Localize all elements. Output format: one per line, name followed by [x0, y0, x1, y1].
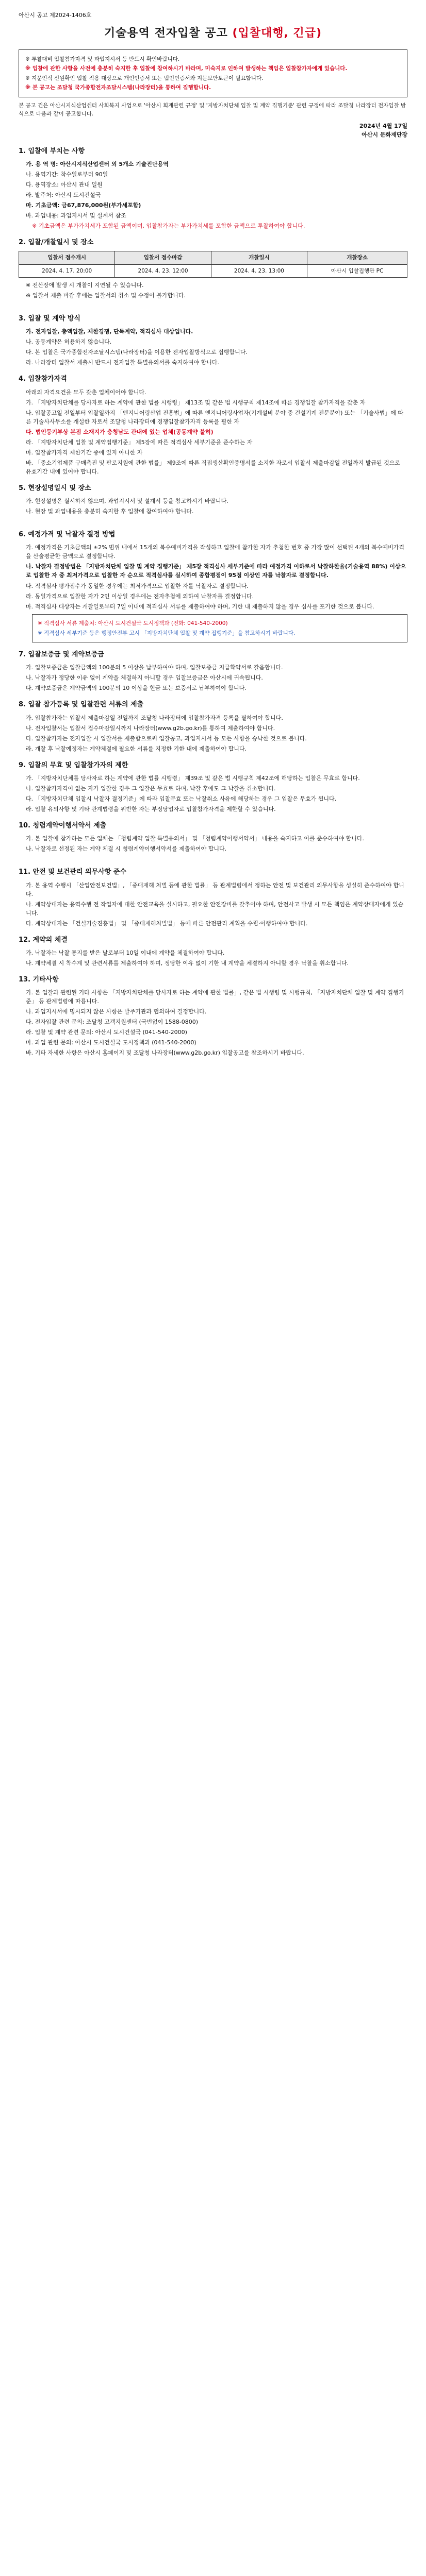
schedule-table: [19, 251, 407, 278]
section-line: 나. 입찰참가자격이 없는 자가 입찰한 경우 그 입찰은 무효로 하며, 낙찰 후에도 그 낙찰을 취소합니다.: [26, 785, 276, 792]
table-header: 입찰서 접수마감: [115, 251, 211, 264]
info-box: [32, 614, 407, 643]
table-header: 개찰일시: [211, 251, 307, 264]
section-heading: 10. 청렴계약이행서약서 제출: [19, 822, 107, 830]
section-line: 다. 본 입찰은 국가종합전자조달시스템(나라장터)을 이용한 전자입찰방식으로 집행합니다.: [26, 349, 248, 356]
section-line: 가. 본 용역 수행시 「산업안전보건법」, 「중대재해 처벌 등에 관한 법률」 등 관계법령에서 정하는 안전 및 보건관리 의무사항을 성실히 준수하여야 합니다.: [26, 882, 404, 897]
notice-line: ※ 지문인식 신원확인 입찰 적용 대상으로 개인인증서 또는 법인인증서와 지문보안토큰이 필요합니다.: [25, 75, 264, 81]
section-line: 라. 나라장터 입찰서 제출시 반드시 전자입찰 특별유의서를 숙지하여야 합니다.: [26, 359, 219, 366]
section-line: 나. 입찰공고일 전일부터 입찰일까지 「엔지니어링산업 진흥법」에 따른 엔지니어링사업자(기계설비 분야 중 건설기계 전문분야) 또는 「기술사법」에 따른 기술사사무소를 개설한 자로서 조달청 나라장터에 경쟁입찰참가자격 등록을 필한 자: [26, 409, 403, 425]
section-line: 가. 낙찰자는 낙찰 통지를 받은 날로부터 10일 이내에 계약을 체결하여야 합니다.: [26, 949, 225, 956]
section-intro: 아래의 자격요건을 모두 갖춘 업체이어야 합니다.: [26, 388, 146, 396]
title-main: 기술용역 전자입찰 공고: [104, 27, 228, 40]
section-line: 라. 「지방자치단체 입찰 및 계약집행기준」 제5장에 따른 적격심사 세부기준을 준수하는 자: [26, 438, 253, 446]
section-line: 다. 계약상대자는 「건설기술진흥법」 및 「중대재해처벌법」 등에 따른 안전관리 계획을 수립·이행하여야 합니다.: [26, 920, 308, 927]
notice-number: 아산시 공고 제2024-1406호: [19, 12, 92, 19]
preamble: 본 공고 건은 아산시지식산업센터 사회복지 사업으로 '아산시 회계관련 규정' 및 '지방자치단체 입찰 및 계약 집행기준' 관련 규정에 따라 조달청 나라장터 전자입찰 방식으로 다음과 같이 공고합니다.: [19, 103, 406, 117]
section-heading: 2. 입찰/개찰일시 및 장소: [19, 239, 94, 247]
section-line: 라. 입찰 유의사항 및 기타 관계법령을 위반한 자는 부정당업자로 입찰참가자격을 제한할 수 있습니다.: [26, 806, 276, 813]
section-note: ※ 입찰서 제출 마감 후에는 입찰서의 취소 및 수정이 불가합니다.: [26, 292, 186, 299]
section-line: 라. 발주처: 아산시 도시건설국: [26, 192, 101, 199]
box-line: ※ 적격심사 서류 제출처: 아산시 도시건설국 도시정책과 (전화: 041-540-2000): [38, 620, 228, 626]
section-line: 가. 본 입찰과 관련된 기타 사항은 「지방자치단체를 당사자로 하는 계약에 관한 법률」, 같은 법 시행령 및 시행규칙, 「지방자치단체 입찰 및 계약 집행기준」 등 관계법령에 따릅니다.: [26, 989, 404, 1005]
section-line: 가. 「지방자치단체를 당사자로 하는 계약에 관한 법률 시행령」 제39조 및 같은 법 시행규칙 제42조에 해당하는 입찰은 무효로 합니다.: [26, 774, 360, 782]
section-line: 다. 「지방자치단체 입찰시 낙찰자 결정기준」에 따라 입찰무효 또는 낙찰취소 사유에 해당하는 경우 그 입찰은 무효가 됩니다.: [26, 795, 337, 803]
section-line: 라. 개찰 후 낙찰예정자는 계약체결에 필요한 서류를 지정한 기한 내에 제출하여야 합니다.: [26, 745, 247, 752]
section-line: 가. 예정가격은 기초금액의 ±2% 범위 내에서 15개의 복수예비가격을 작성하고 입찰에 참가한 자가 추첨한 번호 중 가장 많이 선택된 4개의 복수예비가격을 산술평균한 금액으로 결정합니다.: [26, 544, 404, 560]
section-line: 나. 낙찰자가 정당한 이유 없이 계약을 체결하지 아니할 경우 입찰보증금은 아산시에 귀속됩니다.: [26, 674, 263, 682]
section-heading: 8. 입찰 참가등록 및 입찰관련 서류의 제출: [19, 701, 144, 709]
section-heading: 13. 기타사항: [19, 975, 59, 984]
section-line: 나. 전자입찰서는 입찰서 접수마감일시까지 나라장터(www.g2b.go.kr)를 통하여 제출하여야 합니다.: [26, 724, 275, 732]
section-line: 나. 과업지시서에 명시되지 않은 사항은 발주기관과 협의하여 결정합니다.: [26, 1008, 207, 1015]
section-heading: 1. 입찰에 부치는 사항: [19, 147, 85, 155]
section-heading: 12. 계약의 체결: [19, 936, 68, 944]
box-line: ※ 적격심사 세부기준 등은 행정안전부 고시 「지방자치단체 입찰 및 계약 집행기준」을 참고하시기 바랍니다.: [38, 630, 296, 636]
section-line: 나. 현장 및 과업내용을 충분히 숙지한 후 입찰에 참여하여야 합니다.: [26, 508, 194, 515]
section-heading: 3. 입찰 및 계약 방식: [19, 315, 80, 323]
section-line: 나. 계약체결 시 착수계 및 관련서류를 제출하여야 하며, 정당한 이유 없이 기한 내 계약을 체결하지 아니할 경우 낙찰을 취소합니다.: [26, 959, 349, 967]
notice-box: [19, 49, 407, 97]
section-line: 다. 적격심사 평가점수가 동일한 경우에는 최저가격으로 입찰한 자를 낙찰자로 결정합니다.: [26, 582, 249, 589]
sign-row: [19, 122, 407, 139]
section-line: 가. 현장설명은 실시하지 않으며, 과업지시서 및 설계서 등을 참고하시기 바랍니다.: [26, 498, 228, 505]
section-line: 가. 입찰보증금은 입찰금액의 100분의 5 이상을 납부하여야 하며, 입찰보증금 지급확약서로 갈음합니다.: [26, 664, 283, 671]
section-line: 바. 「중소기업제품 구매촉진 및 판로지원에 관한 법률」 제9조에 따른 직접생산확인증명서를 소지한 자로서 입찰서 제출마감일 전일까지 발급된 것으로 유효기간 내에 있어야 합니다.: [26, 459, 400, 475]
section-line: 라. 동일가격으로 입찰한 자가 2인 이상일 경우에는 전자추첨에 의하여 낙찰자를 결정합니다.: [26, 592, 254, 600]
section-line: 다. 계약보증금은 계약금액의 100분의 10 이상을 현금 또는 보증서로 납부하여야 합니다.: [26, 685, 247, 692]
section-line: 마. 입찰참가자격 제한기간 중에 있지 아니한 자: [26, 449, 143, 456]
section-line: 나. 공동계약은 허용하지 않습니다.: [26, 338, 112, 346]
notice-date: 2024년 4월 17일: [359, 122, 407, 129]
section-heading: 9. 입찰의 무효 및 입찰참가자의 제한: [19, 761, 128, 769]
signer: 아산시 문화재단장: [362, 131, 407, 138]
section-note: ※ 기초금액은 부가가치세가 포함된 금액이며, 입찰참가자는 부가가치세를 포함한 금액으로 투찰하여야 합니다.: [32, 223, 305, 230]
table-header: 개찰장소: [307, 251, 407, 264]
table-cell: 2024. 4. 17. 20:00: [19, 264, 115, 277]
section-line: 다. 법인등기부상 본점 소재지가 충청남도 관내에 있는 업체(공동계약 불허): [26, 428, 214, 435]
section-heading: 4. 입찰참가자격: [19, 375, 67, 383]
notice-line: ※ 입찰에 관한 사항을 사전에 충분히 숙지한 후 입찰에 참여하시기 바라며, 미숙지로 인하여 발생하는 책임은 입찰참가자에게 있습니다.: [25, 65, 348, 72]
section-line: 가. 본 입찰에 참가하는 모든 업체는 「청렴계약 입찰 특별유의서」 및 「청렴계약이행서약서」 내용을 숙지하고 이를 준수하여야 합니다.: [26, 835, 364, 842]
section-line: 가. 전자입찰, 총액입찰, 제한경쟁, 단독계약, 적격심사 대상입니다.: [26, 328, 193, 335]
section-line: 나. 낙찰자로 선정된 자는 계약 체결 시 청렴계약이행서약서를 제출하여야 합니다.: [26, 845, 227, 853]
title-sub: (입찰대행, 긴급): [232, 27, 322, 40]
table-row: [19, 264, 407, 277]
section-line: 마. 적격심사 대상자는 개찰일로부터 7일 이내에 적격심사 서류를 제출하여야 하며, 기한 내 제출하지 않을 경우 심사를 포기한 것으로 봅니다.: [26, 603, 374, 610]
section-line: 가. 입찰참가자는 입찰서 제출마감일 전일까지 조달청 나라장터에 입찰참가자격 등록을 필하여야 합니다.: [26, 714, 283, 721]
section-line: 마. 기초금액: 금67,876,000원(부가세포함): [26, 202, 141, 209]
page-title: [19, 25, 407, 42]
section-heading: 7. 입찰보증금 및 계약보증금: [19, 651, 104, 659]
section-heading: 6. 예정가격 및 낙찰자 결정 방법: [19, 531, 116, 539]
section-line: 다. 입찰참가자는 전자입찰 시 입찰서를 제출함으로써 입찰공고, 과업지시서 등 모든 사항을 승낙한 것으로 봅니다.: [26, 735, 307, 742]
table-cell: 2024. 4. 23. 13:00: [211, 264, 307, 277]
section-line: 가. 「지방자치단체를 당사자로 하는 계약에 관한 법률 시행령」 제13조 및 같은 법 시행규칙 제14조에 따른 경쟁입찰 참가자격을 갖춘 자: [26, 399, 366, 406]
section-line: 나. 계약상대자는 용역수행 전 작업자에 대한 안전교육을 실시하고, 필요한 안전장비를 갖추어야 하며, 안전사고 발생 시 모든 책임은 계약상대자에게 있습니다.: [26, 901, 404, 917]
section-heading: 5. 현장설명일시 및 장소: [19, 484, 91, 492]
table-cell: 2024. 4. 23. 12:00: [115, 264, 211, 277]
table-header: 입찰서 접수개시: [19, 251, 115, 264]
section-note: ※ 전산장애 발생 시 개찰이 지연될 수 있습니다.: [26, 281, 144, 289]
section-line: 가. 용 역 명: 아산시지식산업센터 외 5개소 기술진단용역: [26, 160, 169, 167]
notice-page: [0, 0, 426, 1074]
section-heading: 11. 안전 및 보건관리 의무사항 준수: [19, 868, 126, 876]
section-line: 바. 과업내용: 과업지시서 및 설계서 참조: [26, 212, 126, 219]
notice-line: ※ 본 공고는 조달청 국가종합전자조달시스템(나라장터)을 통하여 집행합니다.: [25, 84, 211, 91]
section-line: 다. 전자입찰 관련 문의: 조달청 고객지원센터 (국번없이 1588-0800): [26, 1019, 198, 1026]
notice-line: ※ 투찰대비 입찰참가자격 및 과업지시서 등 반드시 확인바랍니다.: [25, 56, 180, 63]
section-line: 나. 용역기간: 착수일로부터 90일: [26, 171, 108, 178]
section-line: 다. 용역장소: 아산시 관내 일원: [26, 181, 103, 189]
section-line: 라. 입찰 및 계약 관련 문의: 아산시 도시건설국 (041-540-2000): [26, 1029, 187, 1036]
table-cell: 아산시 입찰집행관 PC: [307, 264, 407, 277]
section-line: 바. 기타 자세한 사항은 아산시 홈페이지 및 조달청 나라장터(www.g2b.go.kr) 입찰공고를 참조하시기 바랍니다.: [26, 1049, 304, 1057]
section-line: 마. 과업 관련 문의: 아산시 도시건설국 도시정책과 (041-540-2000): [26, 1039, 196, 1046]
section-line: 나. 낙찰자 결정방법은 「지방자치단체 입찰 및 계약 집행기준」 제5장 적격심사 세부기준에 따라 예정가격 이하로서 낙찰하한율(기술용역 88%) 이상으로 입찰한 자 중 최저가격으로 입찰한 자 순으로 적격심사를 실시하여 종합평점이 95점 이상인 자를 낙찰자로 결정합니다.: [26, 563, 406, 579]
